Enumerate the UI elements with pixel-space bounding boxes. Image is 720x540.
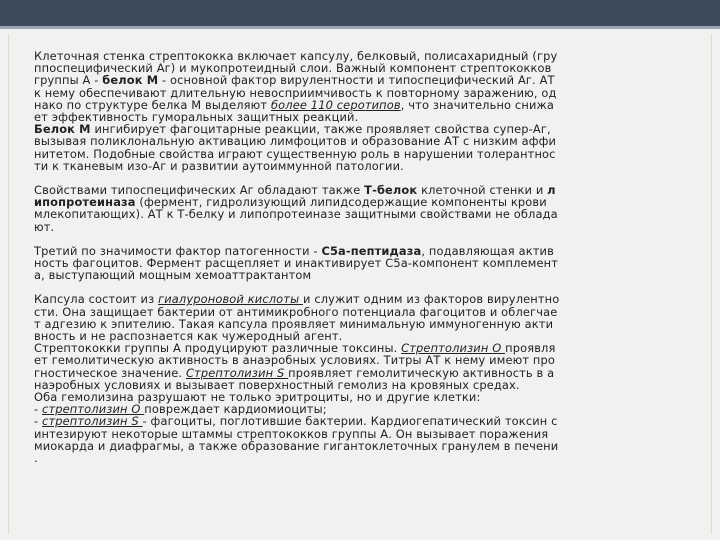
- text-line: Свойствами типоспецифических Аг обладают также Т-белок клеточной стенки и л: [34, 183, 556, 198]
- text-line: Оба гемолизина разрушают не только эритроциты, но и другие клетки:: [34, 390, 481, 405]
- serotypes-link[interactable]: более 110 серотипов: [270, 97, 401, 112]
- c5a-peptidase-term: С5а-пептидаза: [321, 243, 422, 258]
- lipoproteinase-term-start: л: [547, 183, 556, 198]
- lipoproteinase-term: ипопротеиназа: [34, 195, 136, 210]
- text-line: Белок М ингибирует фагоцитарные реакции, также проявляет свойства супер-Аг,: [34, 122, 551, 137]
- text-line: нако по структуре белка М выделяют более 110 серотипов, что значительно снижа: [34, 97, 555, 112]
- text-line: млекопитающих). АТ к Т-белку и липопротеиназе защитными свойствами не облада: [34, 207, 558, 222]
- left-border-line: [8, 34, 9, 534]
- text-line: нитетом. Подобные свойства играют существенную роль в нарушении толерантнос: [34, 146, 556, 161]
- text-line: - стрептолизин S - фагоциты, поглотившие бактерии. Кардиогепатический токсин с: [34, 414, 558, 429]
- hyaluronic-acid-link[interactable]: гиалуроновой кислоты: [158, 292, 303, 307]
- text-line: вызывая поликлональную активацию лимфоцитов и образование АТ с низким аффи: [34, 134, 557, 149]
- text-line: Капсула состоит из гиалуроновой кислоты и служит одним из факторов вирулентно: [34, 292, 560, 307]
- text-line: миокарда и диафрагмы, а также образование гигантоклеточных гранулем в печени: [34, 438, 559, 453]
- text-line: наэробных условиях и вызывает поверхностный гемолиз на кровяных средах.: [34, 377, 520, 392]
- streptolysin-o-link-2[interactable]: стрептолизин О: [42, 402, 145, 417]
- text-line: ют.: [34, 219, 55, 234]
- text-line: ет гемолитическую активность в анаэробных условиях. Титры АТ к нему имеют про: [34, 353, 556, 368]
- text-line: ти к тканевым изо-Аг и развитии аутоиммунной патологии.: [34, 158, 404, 173]
- protein-m-term: белок М: [102, 73, 159, 88]
- streptolysin-s-link[interactable]: Стрептолизин S: [185, 365, 289, 380]
- text-line: - стрептолизин О повреждает кардиомиоциты;: [34, 402, 327, 417]
- text-line: ет эффективность гуморальных защитных реакций.: [34, 110, 359, 125]
- right-border-line: [711, 34, 712, 534]
- text-line: ппоспецифический Аг) и мукопротеидный слои. Важный компонент стрептококков: [34, 61, 552, 76]
- text-line: .: [34, 451, 38, 466]
- text-line: интезируют некоторые штаммы стрептококков группы А. Он вызывает поражения: [34, 426, 549, 441]
- text-line: т адгезию к эпителию. Такая капсула проявляет минимальную иммуногенную акти: [34, 316, 554, 331]
- text-line: ипопротеиназа (фермент, гидролизующий липидсодержащие компоненты крови: [34, 195, 547, 210]
- text-line: Стрептококки группы А продуцируют различные токсины. Стрептолизин О проявля: [34, 341, 556, 356]
- slide-text-body: [34, 50, 686, 464]
- slide-header-bar: [0, 0, 720, 26]
- text-line: ность фагоцитов. Фермент расщепляет и инактивирует С5а-компонент комплемент: [34, 256, 558, 271]
- text-line: гностическое значение. Стрептолизин S проявляет гемолитическую активность в а: [34, 365, 555, 380]
- text-line: сти. Она защищает бактерии от антимикробного потенциала фагоцитов и облегчае: [34, 304, 558, 319]
- streptolysin-s-link-2[interactable]: стрептолизин S: [42, 414, 143, 429]
- text-line: Третий по значимости фактор патогенности - С5а-пептидаза, подавляющая актив: [34, 243, 554, 258]
- text-line: вность и не распознается как чужеродный агент.: [34, 329, 343, 344]
- text-line: группы А - белок М - основной фактор вирулентности и типоспецифический Аг. АТ: [34, 73, 555, 88]
- text-line: Клеточная стенка стрептококка включает капсулу, белковый, полисахаридный (гру: [34, 49, 558, 63]
- streptolysin-o-link[interactable]: Стрептолизин О: [401, 341, 506, 356]
- text-line: к нему обеспечивают длительную невосприимчивость к повторному заражению, од: [34, 85, 557, 100]
- protein-m-term: Белок М: [34, 122, 91, 137]
- t-protein-term: Т-белок: [364, 183, 418, 198]
- text-line: а, выступающий мощным хемоаттрактантом: [34, 268, 312, 283]
